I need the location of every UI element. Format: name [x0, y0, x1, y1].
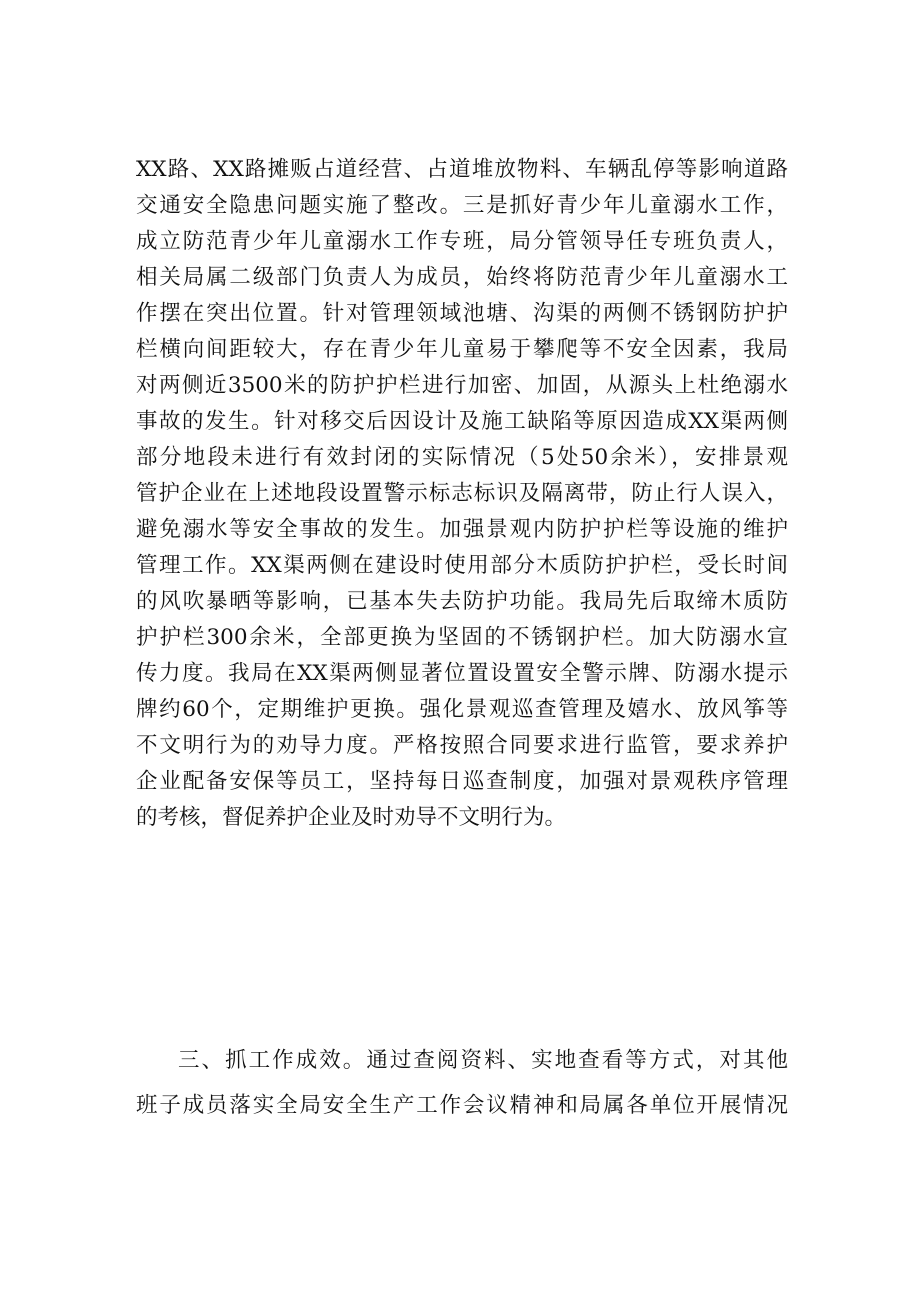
- text-line: 企业配备安保等员工，坚持每日巡查制度，加强对景观秩序管理: [136, 769, 788, 794]
- text-line: 避免溺水等安全事故的发生。加强景观内防护护栏等设施的维护: [136, 517, 788, 542]
- text-line: 对两侧近3500米的防护护栏进行加密、加固，从源头上杜绝溺水: [136, 373, 788, 398]
- text-line: 班子成员落实全局安全生产工作会议精神和局属各单位开展情况: [136, 1093, 788, 1118]
- text-line: 的风吹暴晒等影响，已基本失去防护功能。我局先后取缔木质防: [136, 589, 788, 614]
- text-line: 作摆在突出位置。针对管理领域池塘、沟渠的两侧不锈钢防护护: [136, 301, 788, 326]
- text-line: 栏横向间距较大，存在青少年儿童易于攀爬等不安全因素，我局: [136, 337, 788, 362]
- text-line: 三、抓工作成效。通过查阅资料、实地查看等方式，对其他: [178, 1048, 788, 1073]
- text-line: 护护栏300余米，全部更换为坚固的不锈钢护栏。加大防溺水宣: [136, 625, 788, 650]
- text-line: 管护企业在上述地段设置警示标志标识及隔离带，防止行人误入，: [136, 481, 788, 506]
- text-line: 相关局属二级部门负责人为成员，始终将防范青少年儿童溺水工: [136, 265, 788, 290]
- text-line: 事故的发生。针对移交后因设计及施工缺陷等原因造成XX渠两侧: [136, 409, 788, 434]
- text-line: 的考核，督促养护企业及时劝导不文明行为。: [136, 805, 567, 830]
- text-line: 成立防范青少年儿童溺水工作专班，局分管领导任专班负责人，: [136, 229, 788, 254]
- text-line: 传力度。我局在XX渠两侧显著位置设置安全警示牌、防溺水提示: [136, 661, 788, 686]
- text-line: 不文明行为的劝导力度。严格按照合同要求进行监管，要求养护: [136, 733, 788, 758]
- text-line: XX路、XX路摊贩占道经营、占道堆放物料、车辆乱停等影响道路: [136, 157, 788, 182]
- text-line: 部分地段未进行有效封闭的实际情况（5处50余米），安排景观: [136, 445, 788, 470]
- text-line: 管理工作。XX渠两侧在建设时使用部分木质防护护栏，受长时间: [136, 553, 788, 578]
- text-line: 交通安全隐患问题实施了整改。三是抓好青少年儿童溺水工作，: [136, 193, 788, 218]
- text-line: 牌约60个，定期维护更换。强化景观巡查管理及嬉水、放风筝等: [136, 697, 788, 722]
